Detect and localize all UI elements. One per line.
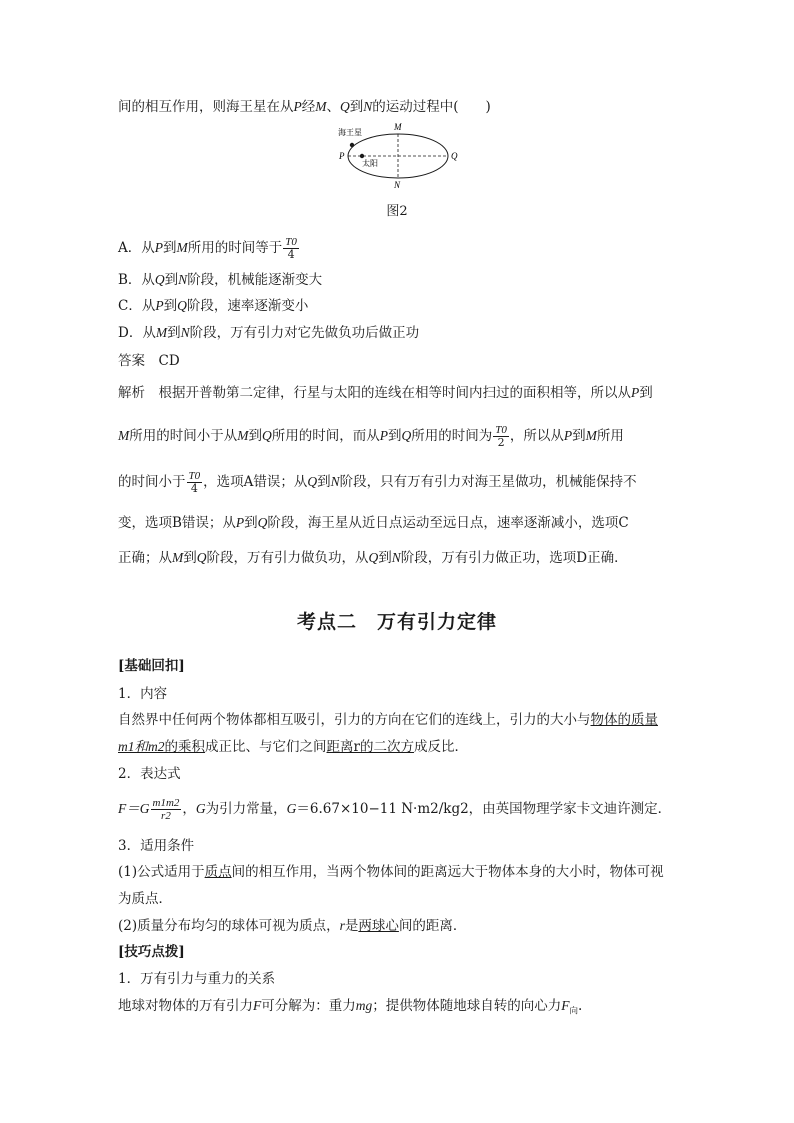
- an-5e: 阶段，万有引力做正功，选项D正确．: [400, 550, 628, 566]
- opt-b-Q: Q: [154, 272, 165, 287]
- an-3N: N: [330, 474, 340, 489]
- an-3Q: Q: [307, 474, 318, 489]
- frac-den: 4: [190, 482, 198, 495]
- label-neptune: 海王星: [338, 128, 362, 137]
- an-5Q: Q: [196, 550, 207, 565]
- opt-d-N: N: [180, 325, 190, 340]
- frac-den: r2: [161, 810, 171, 822]
- basics-s1-line2: [118, 738, 468, 756]
- an-2c: 所用的时间，而从: [271, 428, 380, 444]
- var-P: P: [293, 99, 302, 114]
- b1-1u: 物体的质量: [590, 712, 658, 728]
- analysis-line-3: [118, 470, 637, 495]
- an-1P: P: [631, 385, 640, 400]
- opt-b-N: N: [178, 272, 188, 287]
- option-C: [118, 297, 308, 315]
- b3-1u: 质点: [204, 864, 232, 880]
- an-2Q2: Q: [401, 428, 412, 443]
- an-2P: P: [379, 428, 388, 443]
- fraction-T0-4: [283, 236, 299, 261]
- b2-G: G: [195, 801, 206, 816]
- basics-heading: [基础回扣]: [118, 658, 185, 674]
- orbit-figure: [330, 116, 470, 200]
- b3-3b: 是: [344, 918, 359, 934]
- s1-1F: F: [253, 998, 262, 1013]
- stem-text: 间的相互作用，则海王星在从: [118, 99, 294, 115]
- an-2g: 到: [572, 428, 586, 444]
- formula-F: F＝G: [118, 801, 150, 816]
- figure-caption: 图2: [386, 204, 408, 219]
- b2-a: ，: [182, 801, 196, 817]
- label-N: N: [394, 180, 401, 190]
- b3-1a: (1)公式适用于: [118, 864, 205, 880]
- opt-d-pre: D．从: [118, 325, 156, 341]
- an-2e: 所用的时间为: [411, 428, 493, 444]
- s1-1F2: F: [561, 998, 570, 1013]
- stem-tail: 的运动过程中( ): [372, 99, 491, 115]
- fraction-T0-2: [493, 424, 509, 449]
- an-2M2: M: [237, 428, 249, 443]
- an-2f: ，所以从: [509, 428, 564, 444]
- frac-num: T0: [285, 236, 297, 248]
- an-2d: 到: [388, 428, 402, 444]
- frac-num: T0: [188, 470, 201, 482]
- an-2M: M: [118, 428, 130, 443]
- an-1a: 解析 根据开普勒第二定律，行星与太阳的连线在相等时间内扫过的面积相等，所以从: [118, 385, 631, 401]
- s1-1b: 可分解为：重力: [261, 998, 356, 1014]
- b1-2u1: m1和m2: [118, 739, 165, 754]
- opt-d-M: M: [155, 325, 168, 340]
- an-2b: 到: [248, 428, 262, 444]
- option-D: [118, 324, 419, 342]
- label-M: M: [394, 122, 402, 132]
- opt-c-to: 到: [163, 298, 178, 314]
- basics-s2-formula: [118, 797, 671, 822]
- an-2h: 所用: [596, 428, 624, 444]
- analysis-line-2: [118, 424, 624, 449]
- an-5N: N: [391, 550, 401, 565]
- var-N: N: [363, 99, 373, 114]
- skills-s1-line1: [118, 997, 582, 1015]
- basics-s1-line1: [118, 711, 658, 729]
- an-2M3: M: [585, 428, 597, 443]
- an-2Q: Q: [262, 428, 272, 443]
- b3-3r: r: [339, 918, 345, 933]
- b1-1a: 自然界中任何两个物体都相互吸引，引力的方向在它们的连线上，引力的大小与: [118, 712, 591, 728]
- sun-dot: [360, 154, 364, 158]
- s1-1sub: 向: [569, 1006, 579, 1017]
- frac-num: m1m2: [152, 797, 180, 809]
- label-P: P: [339, 151, 345, 161]
- answer-line: 答案 CD: [118, 353, 180, 369]
- opt-b-pre: B．从: [118, 272, 155, 288]
- basics-s1-title: 1．内容: [118, 686, 168, 702]
- b1-2a: 成正比、与它们之间: [205, 739, 327, 755]
- b3-3u: 两球心: [358, 918, 399, 934]
- var-Q: Q: [340, 99, 350, 114]
- an-4b: 到: [244, 515, 258, 531]
- an-2P2: P: [563, 428, 573, 443]
- fraction-T0-4b: [187, 470, 203, 495]
- s1-1a: 地球对物体的万有引力: [118, 998, 253, 1014]
- opt-b-to: 到: [164, 272, 179, 288]
- an-4Q: Q: [257, 515, 268, 530]
- opt-d-tail: 阶段，万有引力对它先做负功后做正功: [189, 325, 420, 341]
- stem-to: 到: [349, 99, 364, 115]
- basics-s3-line2: 为质点．: [118, 891, 172, 907]
- opt-a-mid: 所用的时间等于: [187, 240, 283, 256]
- basics-s3-title: 3．适用条件: [118, 838, 195, 854]
- an-2a: 所用的时间小于从: [129, 428, 238, 444]
- basics-s3-line1: [118, 863, 664, 881]
- an-3c: 到: [317, 474, 331, 490]
- b3-3a: (2)质量分布均匀的球体可视为质点，: [118, 918, 340, 934]
- basics-s2-title: 2．表达式: [118, 766, 181, 782]
- opt-a-to: 到: [163, 240, 177, 256]
- var-M: M: [315, 99, 327, 114]
- an-5c: 阶段，万有引力做负功，从: [206, 550, 369, 566]
- opt-c-tail: 阶段，速率逐渐变小: [186, 298, 309, 314]
- option-B: [118, 271, 322, 289]
- skills-heading: [技巧点拨]: [118, 944, 185, 960]
- opt-c-P: P: [155, 298, 164, 313]
- an-5d: 到: [378, 550, 392, 566]
- an-5M: M: [172, 550, 184, 565]
- s1-1d: .: [578, 998, 583, 1014]
- label-Q: Q: [451, 151, 458, 161]
- an-5b: 到: [183, 550, 197, 566]
- section-title: 考点二 万有引力定律: [296, 611, 497, 633]
- an-5a: 正确；从: [118, 550, 172, 566]
- b1-2u2: 的乘积: [164, 739, 205, 755]
- skills-s1-title: 1．万有引力与重力的关系: [118, 971, 276, 987]
- an-3a: 的时间小于: [118, 474, 186, 490]
- option-A: [118, 236, 300, 261]
- an-5Q2: Q: [368, 550, 379, 565]
- opt-c-Q: Q: [177, 298, 187, 313]
- opt-a-P: P: [154, 240, 163, 255]
- frac-num: T0: [495, 424, 507, 436]
- an-1b: 到: [639, 385, 653, 401]
- opt-a-pre: A．从: [118, 240, 155, 256]
- stem-sep: 、: [326, 99, 340, 115]
- neptune-dot: [350, 143, 354, 147]
- b2-G2: G: [286, 801, 297, 816]
- an-4c: 阶段，海王星从近日点运动至远日点，速率逐渐减小，选项C: [267, 515, 629, 531]
- orbit-diagram: [330, 116, 470, 196]
- an-3b: ，选项A错误；从: [203, 474, 308, 490]
- opt-c-pre: C．从: [118, 298, 156, 314]
- frac-den: 2: [497, 436, 505, 449]
- opt-b-tail: 阶段，机械能逐渐变大: [187, 272, 323, 288]
- an-4a: 变，选项B错误；从: [118, 515, 236, 531]
- analysis-line-5: [118, 549, 628, 567]
- analysis-line-1: [118, 384, 653, 402]
- analysis-line-4: [118, 514, 629, 532]
- b1-2u3: 距离r的二次方: [326, 739, 414, 755]
- opt-d-to: 到: [167, 325, 181, 341]
- frac-den: 4: [287, 248, 295, 261]
- s1-1mg: mg: [355, 998, 373, 1013]
- s1-1c: ；提供物体随地球自转的向心力: [372, 998, 562, 1014]
- b2-c: ＝6.67×10−11 N·m2/kg2，由英国物理学家卡文迪许测定．: [296, 801, 672, 817]
- b2-b: 为引力常量，: [205, 801, 287, 817]
- an-4P: P: [235, 515, 245, 530]
- opt-a-M: M: [176, 240, 188, 255]
- b1-2b: 成反比．: [413, 739, 468, 755]
- b3-1b: 间的相互作用，当两个物体间的距离远大于物体本身的大小时，物体可视: [231, 864, 664, 880]
- stem-via: 经: [301, 99, 316, 115]
- label-sun: 太阳: [362, 159, 378, 168]
- basics-s3-line3: [118, 917, 466, 935]
- question-stem: [118, 98, 491, 116]
- b3-3c: 间的距离．: [398, 918, 467, 934]
- an-3d: 阶段，只有万有引力对海王星做功，机械能保持不: [339, 474, 637, 490]
- fraction-m1m2-r2: [151, 797, 182, 822]
